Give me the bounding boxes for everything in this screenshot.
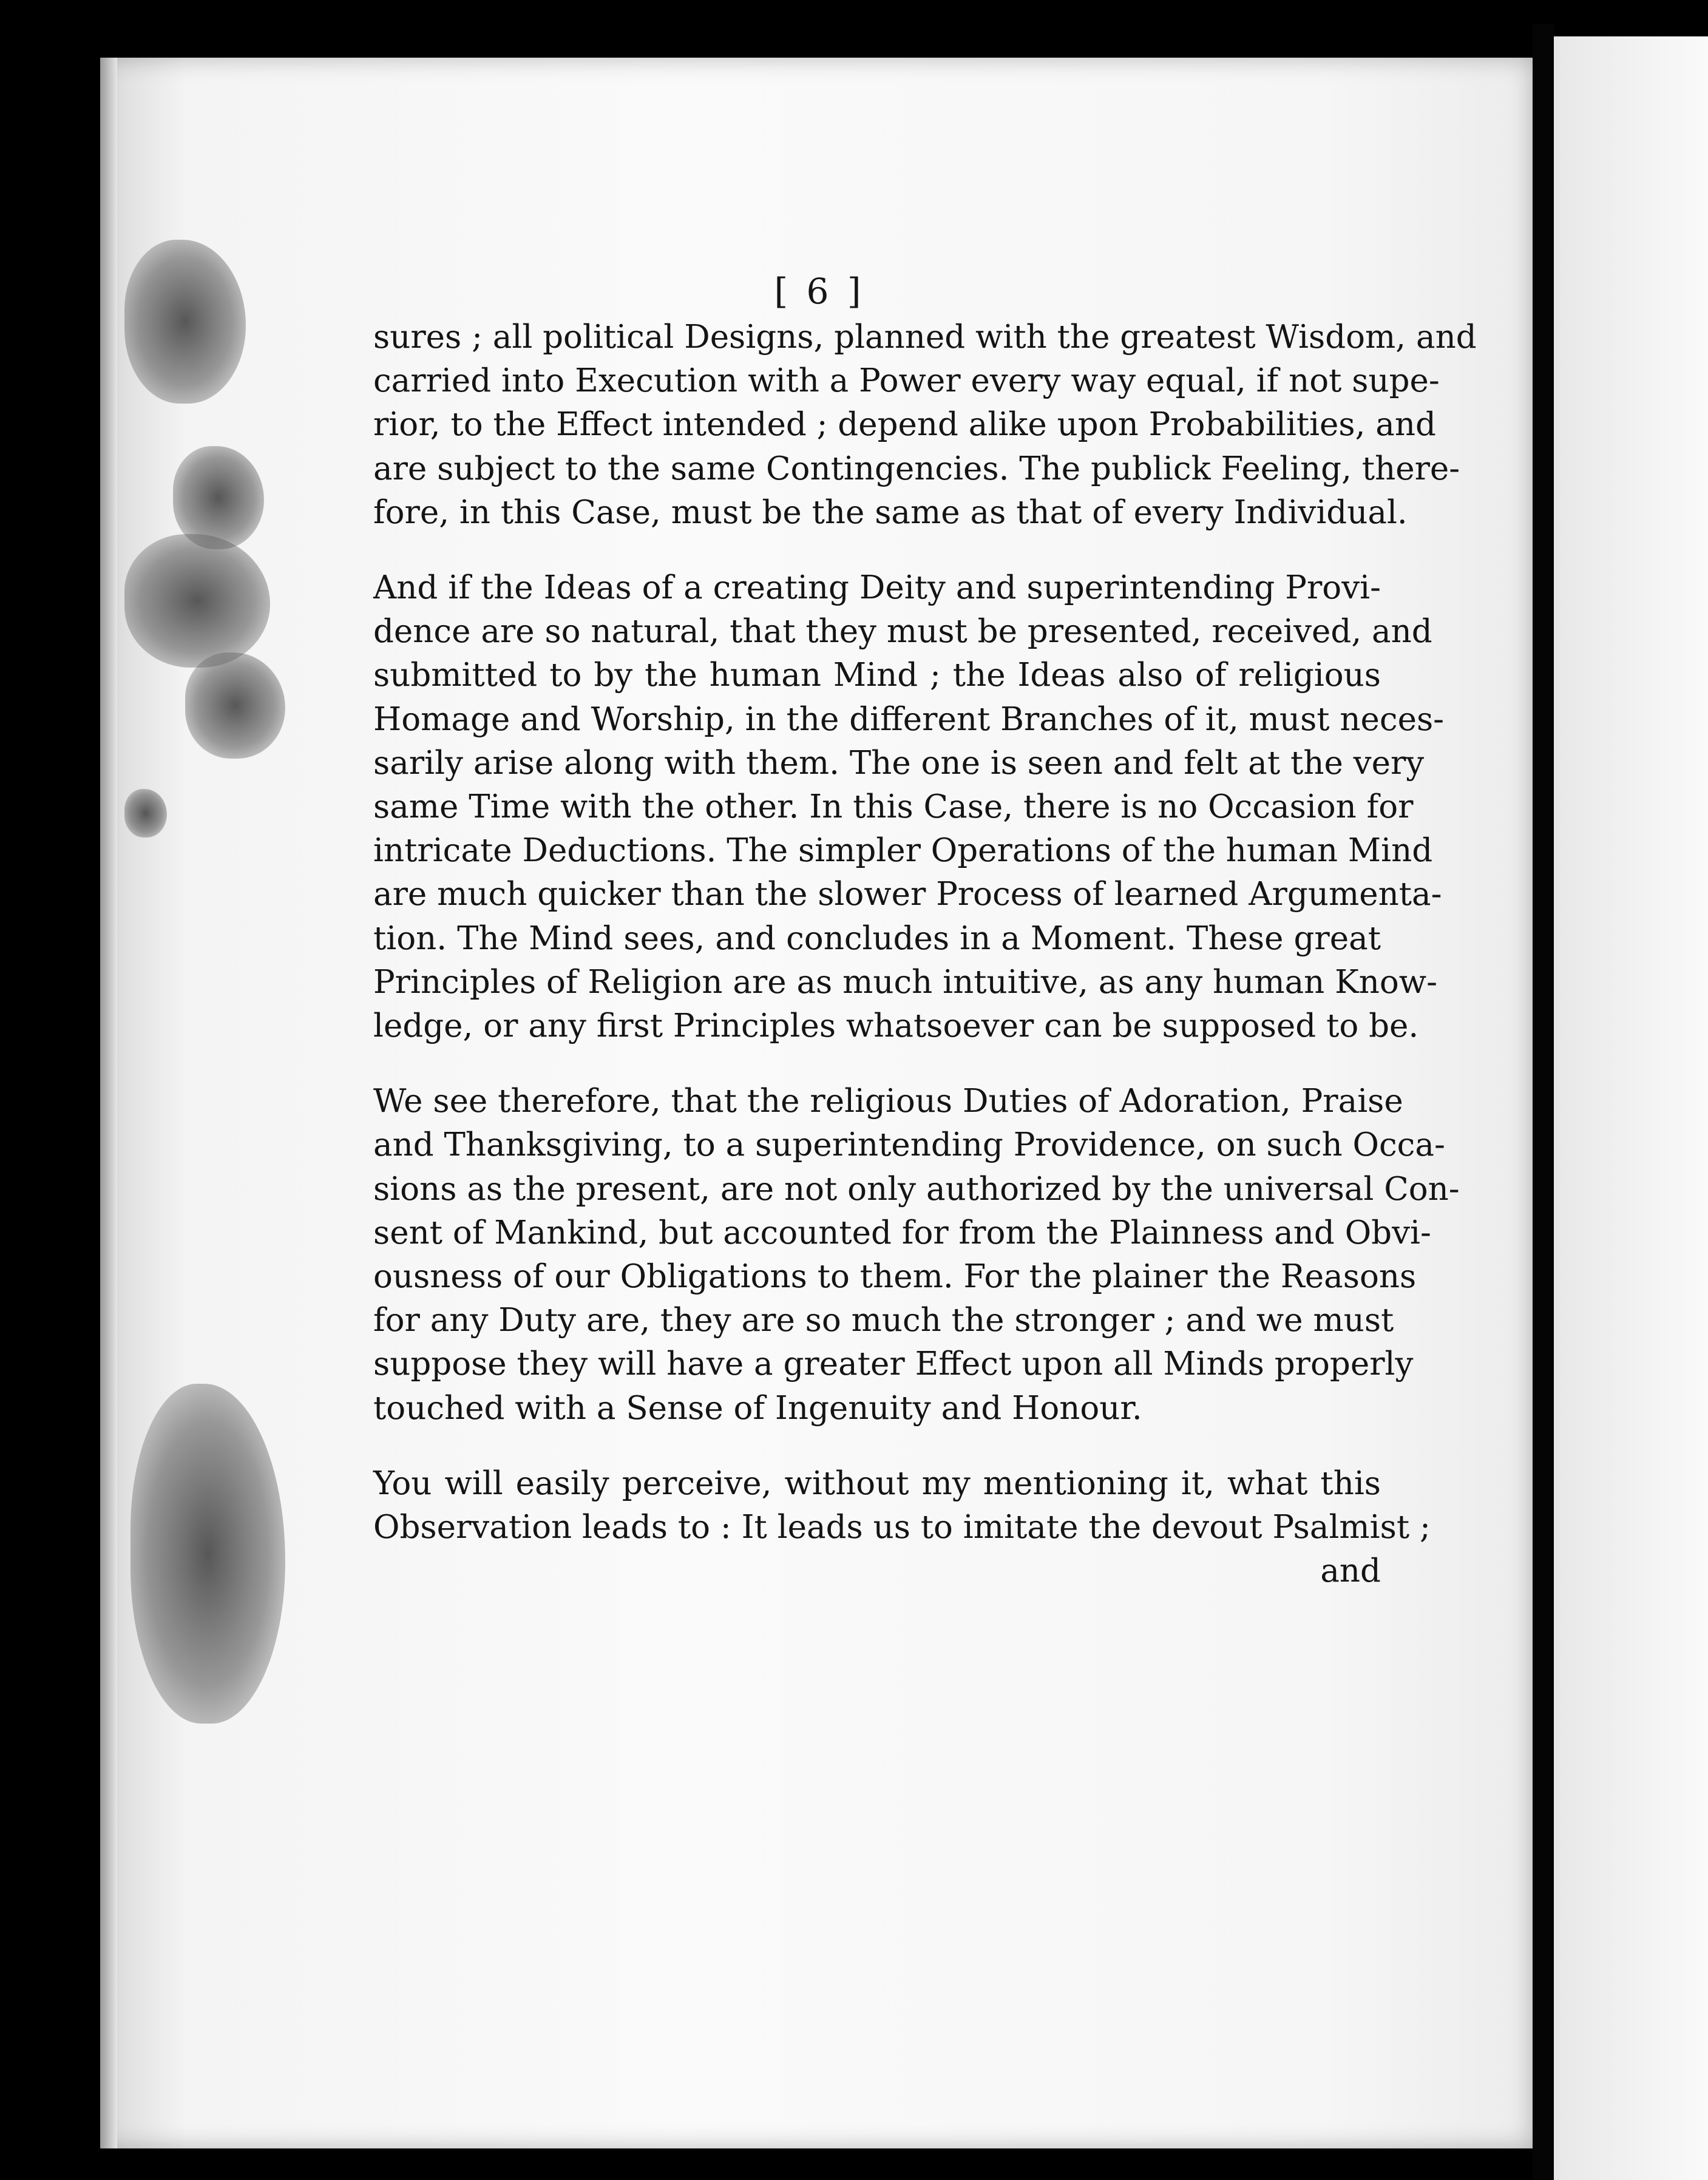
text-line: sions as the present, are not only authorized by the universal Con- [373, 1170, 1460, 1208]
text-line: are subject to the same Contingencies. The publick Feeling, there- [373, 450, 1460, 487]
text-line: sarily arise along with them. The one is seen and felt at the very [373, 744, 1425, 782]
text-line: fore, in this Case, must be the same as that of every Individual. [373, 493, 1408, 531]
paragraph-gap [373, 1430, 1381, 1462]
catchword: and [1320, 1552, 1381, 1590]
text-line: Homage and Worship, in the different Branches of it, must neces- [373, 700, 1445, 738]
text-line: You will easily perceive, without my mentioning it, what this [373, 1464, 1381, 1502]
paragraph-gap [373, 1048, 1381, 1080]
text-line: sures ; all political Designs, planned with the greatest Wisdom, and [373, 319, 1477, 356]
text-line: We see therefore, that the religious Duties of Adoration, Praise [373, 1083, 1403, 1120]
body-text [373, 267, 1477, 1593]
text-line: ousness of our Obligations to them. For the plainer the Reasons [373, 1258, 1417, 1296]
text-line: And if the Ideas of a creating Deity and superintending Provi- [373, 569, 1381, 607]
text-line: and Thanksgiving, to a superintending Providence, on such Occa- [373, 1126, 1445, 1164]
text-line: dence are so natural, that they must be presented, received, and [373, 613, 1432, 651]
text-line: suppose they will have a greater Effect upon all Minds properly [373, 1346, 1414, 1383]
text-line: Principles of Religion are as much intuitive, as any human Know- [373, 963, 1438, 1001]
paragraph-1 [373, 316, 1477, 535]
text-line: for any Duty are, they are so much the stronger ; and we must [373, 1302, 1394, 1339]
text-line: Observation leads to : It leads us to imitate the devout Psalmist ; [373, 1509, 1431, 1546]
text-line: tion. The Mind sees, and concludes in a Moment. These great [373, 919, 1381, 957]
paragraph-2 [373, 566, 1445, 1048]
text-line: intricate Deductions. The simpler Operations of the human Mind [373, 832, 1433, 870]
text-line: are much quicker than the slower Process of learned Argumenta- [373, 876, 1442, 913]
page-edge [100, 58, 117, 2148]
book-gutter [1533, 24, 1554, 2180]
text-line: ledge, or any first Principles whatsoever can be supposed to be. [373, 1007, 1419, 1045]
text-line: same Time with the other. In this Case, there is no Occasion for [373, 788, 1414, 826]
text-line: touched with a Sense of Ingenuity and Honour. [373, 1389, 1142, 1427]
page-number: [ 6 ] [774, 271, 865, 312]
ink-stain [124, 789, 167, 838]
text-line: rior, to the Effect intended ; depend alike upon Probabilities, and [373, 406, 1436, 444]
paragraph-3 [373, 1080, 1460, 1430]
text-line: sent of Mankind, but accounted for from the Plainness and Obvi- [373, 1214, 1431, 1251]
paragraph-4 [373, 1462, 1431, 1549]
text-line: submitted to by the human Mind ; the Ideas also of religious [373, 657, 1381, 694]
facing-page [1554, 36, 1708, 2180]
paragraph-gap [373, 535, 1381, 566]
text-line: carried into Execution with a Power every way equal, if not supe- [373, 362, 1440, 400]
